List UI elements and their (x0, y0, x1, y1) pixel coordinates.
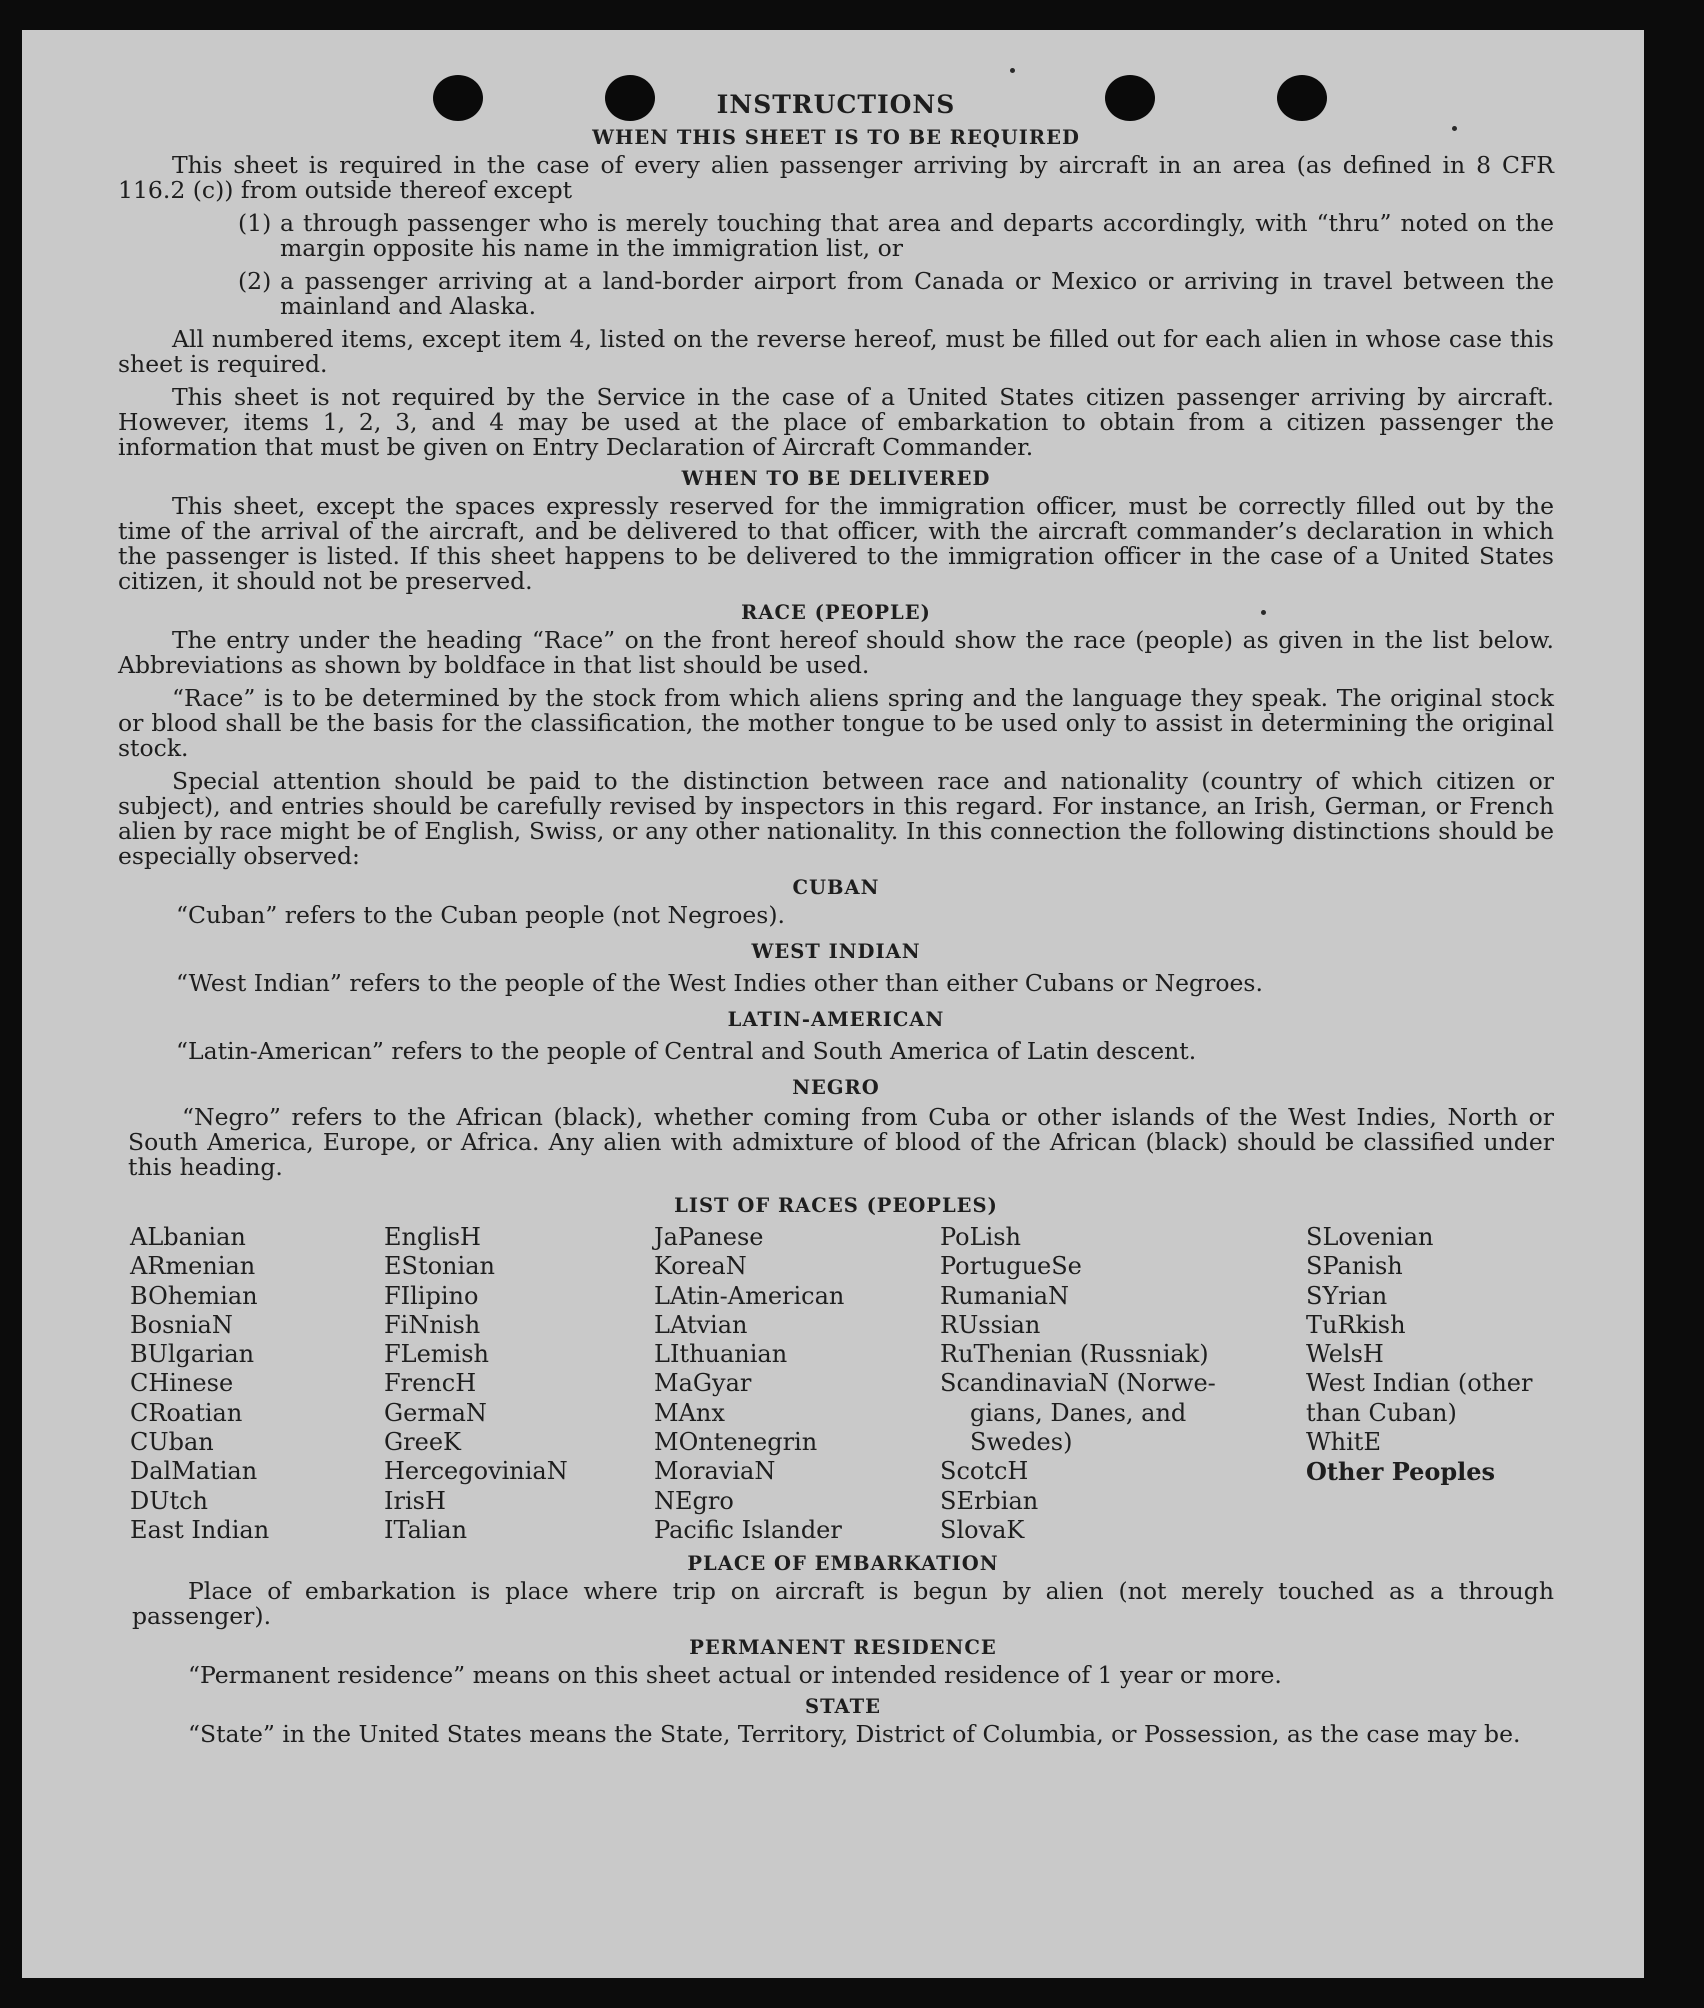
race-entry: NEgro (654, 1486, 734, 1515)
race-list (130, 1223, 1554, 1545)
race-entry: ScandinaviaN (Norwe- (940, 1369, 1216, 1398)
race-entry: gians, Danes, and (970, 1398, 1187, 1427)
race-entry: TuRkish (1306, 1310, 1406, 1339)
section-heading-state: STATE (805, 1695, 881, 1719)
race-entry: BOhemian (130, 1281, 258, 1310)
punch-hole (1277, 75, 1327, 121)
item-text: a through passenger who is merely touching that area and departs accordingly, with “thru” noted on the margin opposite his name in the immigration list, or (280, 209, 1554, 262)
paragraph: “Negro” refers to the African (black), whether coming from Cuba or other islands of the West Indies, North or South America, Europe, or Africa. Any alien with admixture of blood of the African (black) should be classified under this heading. (128, 1103, 1554, 1181)
race-entry: KoreaN (654, 1252, 747, 1281)
paragraph: All numbered items, except item 4, listed on the reverse hereof, must be filled out for each alien in whose case this sheet is required. (118, 325, 1554, 378)
race-entry: FLemish (384, 1340, 489, 1369)
speck (1452, 126, 1457, 131)
race-entry: MoraviaN (654, 1457, 776, 1486)
paragraph: “Latin-American” refers to the people of Central and South America of Latin descent. (176, 1037, 1197, 1065)
race-entry: RUssian (940, 1310, 1041, 1339)
section-heading-latin-american: LATIN-AMERICAN (727, 1008, 945, 1031)
page-title: INSTRUCTIONS (716, 90, 956, 119)
race-entry: BUlgarian (130, 1340, 255, 1369)
speck (1261, 610, 1266, 615)
race-column (940, 1223, 1306, 1545)
race-entry: FIlipino (384, 1281, 479, 1310)
item-number: (1) (238, 209, 272, 237)
race-entry: LAtvian (654, 1310, 748, 1339)
item-text: a passenger arriving at a land-border airport from Canada or Mexico or arriving in travel between the mainland and Alaska. (280, 267, 1554, 320)
race-entry: EnglisH (384, 1223, 481, 1251)
race-entry: SErbian (940, 1486, 1039, 1515)
punch-hole (605, 75, 655, 121)
section-heading-list-of-races: LIST OF RACES (PEOPLES) (674, 1194, 998, 1217)
paragraph: “West Indian” refers to the people of the West Indies other than either Cubans or Negroes. (176, 969, 1263, 997)
closing-sections (132, 1552, 1554, 1747)
race-entry: HercegoviniaN (384, 1457, 568, 1486)
race-entry: SlovaK (940, 1515, 1025, 1544)
punch-hole (433, 75, 483, 121)
race-entry: WelsH (1306, 1340, 1384, 1369)
paragraph: This sheet is required in the case of every alien passenger arriving by aircraft in an area (as defined in 8 CFR 116.2 (c)) from outside thereof except (118, 151, 1554, 204)
race-column (384, 1223, 654, 1545)
race-entry: SLovenian (1306, 1223, 1434, 1251)
section-heading-when-required: WHEN THIS SHEET IS TO BE REQUIRED (592, 126, 1080, 149)
section-heading-west-indian: WEST INDIAN (751, 940, 921, 963)
paragraph: Place of embarkation is place where trip on aircraft is begun by alien (not merely touched as a through passenger). (132, 1577, 1554, 1631)
paragraph: The entry under the heading “Race” on the front hereof should show the race (people) as given in the list below. Abbreviations as shown by boldface in that list should be used. (118, 626, 1554, 679)
race-entry: ARmenian (130, 1252, 256, 1281)
race-entry: ScotcH (940, 1457, 1029, 1486)
section-heading-cuban: CUBAN (792, 876, 880, 899)
exception-item (238, 211, 1554, 261)
race-entry: GreeK (384, 1428, 461, 1457)
paragraph: “Cuban” refers to the Cuban people (not Negroes). (176, 901, 786, 929)
race-entry: East Indian (130, 1515, 270, 1544)
section-heading-negro: NEGRO (792, 1076, 880, 1099)
race-column (130, 1223, 384, 1545)
race-entry: PoLish (940, 1223, 1022, 1251)
race-column (1306, 1223, 1554, 1545)
race-entry: Other Peoples (1306, 1457, 1496, 1487)
race-entry: RumaniaN (940, 1281, 1070, 1310)
section-heading-race: RACE (PEOPLE) (741, 601, 931, 624)
section-heading-embarkation: PLACE OF EMBARKATION (687, 1552, 999, 1576)
section-heading-when-delivered: WHEN TO BE DELIVERED (681, 467, 991, 490)
race-entry: ITalian (384, 1515, 468, 1544)
race-entry: MAnx (654, 1398, 725, 1427)
race-entry: LAtin-American (654, 1281, 845, 1310)
race-entry: ALbanian (130, 1223, 246, 1251)
paragraph: “State” in the United States means the State, Territory, District of Columbia, or Possession, as the case may be. (188, 1720, 1521, 1749)
paragraph: This sheet is not required by the Service in the case of a United States citizen passenger arriving by aircraft. However, items 1, 2, 3, and 4 may be used at the place of embarkation to obtain from a citizen passenger the information that must be given on Entry Declaration of Aircraft Commander. (118, 383, 1554, 461)
exception-item (238, 269, 1554, 319)
race-entry: Pacific Islander (654, 1515, 842, 1544)
race-entry: JaPanese (654, 1223, 764, 1251)
paragraph: Special attention should be paid to the distinction between race and nationality (country of which citizen or subject), and entries should be carefully revised by inspectors in this regard. For instance, an Irish, German, or French alien by race might be of English, Swiss, or any other nationality. In this connection the following distinctions should be especially observed: (118, 767, 1554, 870)
race-entry: PortugueSe (940, 1252, 1082, 1281)
speck (1010, 68, 1015, 73)
paragraph: “Permanent residence” means on this sheet actual or intended residence of 1 year or more. (188, 1661, 1282, 1690)
item-number: (2) (238, 267, 272, 295)
section-heading-residence: PERMANENT RESIDENCE (689, 1636, 997, 1660)
race-entry: IrisH (384, 1486, 446, 1515)
race-entry: FrencH (384, 1369, 477, 1398)
race-entry: DUtch (130, 1486, 209, 1515)
race-entry: RuThenian (Russniak) (940, 1340, 1209, 1369)
race-entry: MaGyar (654, 1369, 752, 1398)
instruction-sheet (22, 30, 1644, 1978)
race-column (654, 1223, 940, 1545)
race-entry: MOntenegrin (654, 1428, 818, 1457)
race-entry: DalMatian (130, 1457, 258, 1486)
race-entry: LIthuanian (654, 1340, 788, 1369)
paragraph: “Race” is to be determined by the stock from which aliens spring and the language they speak. The original stock or blood shall be the basis for the classification, the mother tongue to be used only to assist in determining the original stock. (118, 684, 1554, 762)
race-entry: BosniaN (130, 1310, 233, 1339)
race-entry: West Indian (other (1306, 1369, 1533, 1398)
race-entry: than Cuban) (1306, 1398, 1457, 1427)
paragraph: This sheet, except the spaces expressly reserved for the immigration officer, must be correctly filled out by the time of the arrival of the aircraft, and be delivered to that officer, with the aircraft commander’s declaration in which the passenger is listed. If this sheet happens to be delivered to the immigration officer in the case of a United States citizen, it should not be preserved. (118, 492, 1554, 595)
race-entry: CRoatian (130, 1398, 243, 1427)
race-entry: Swedes) (970, 1428, 1073, 1457)
race-entry: CHinese (130, 1369, 234, 1398)
race-entry: GermaN (384, 1398, 487, 1427)
race-entry: SYrian (1306, 1281, 1388, 1310)
race-entry: WhitE (1306, 1428, 1381, 1457)
race-entry: EStonian (384, 1252, 495, 1281)
punch-hole (1105, 75, 1155, 121)
race-entry: CUban (130, 1428, 214, 1457)
race-entry: FiNnish (384, 1310, 481, 1339)
race-entry: SPanish (1306, 1252, 1403, 1281)
